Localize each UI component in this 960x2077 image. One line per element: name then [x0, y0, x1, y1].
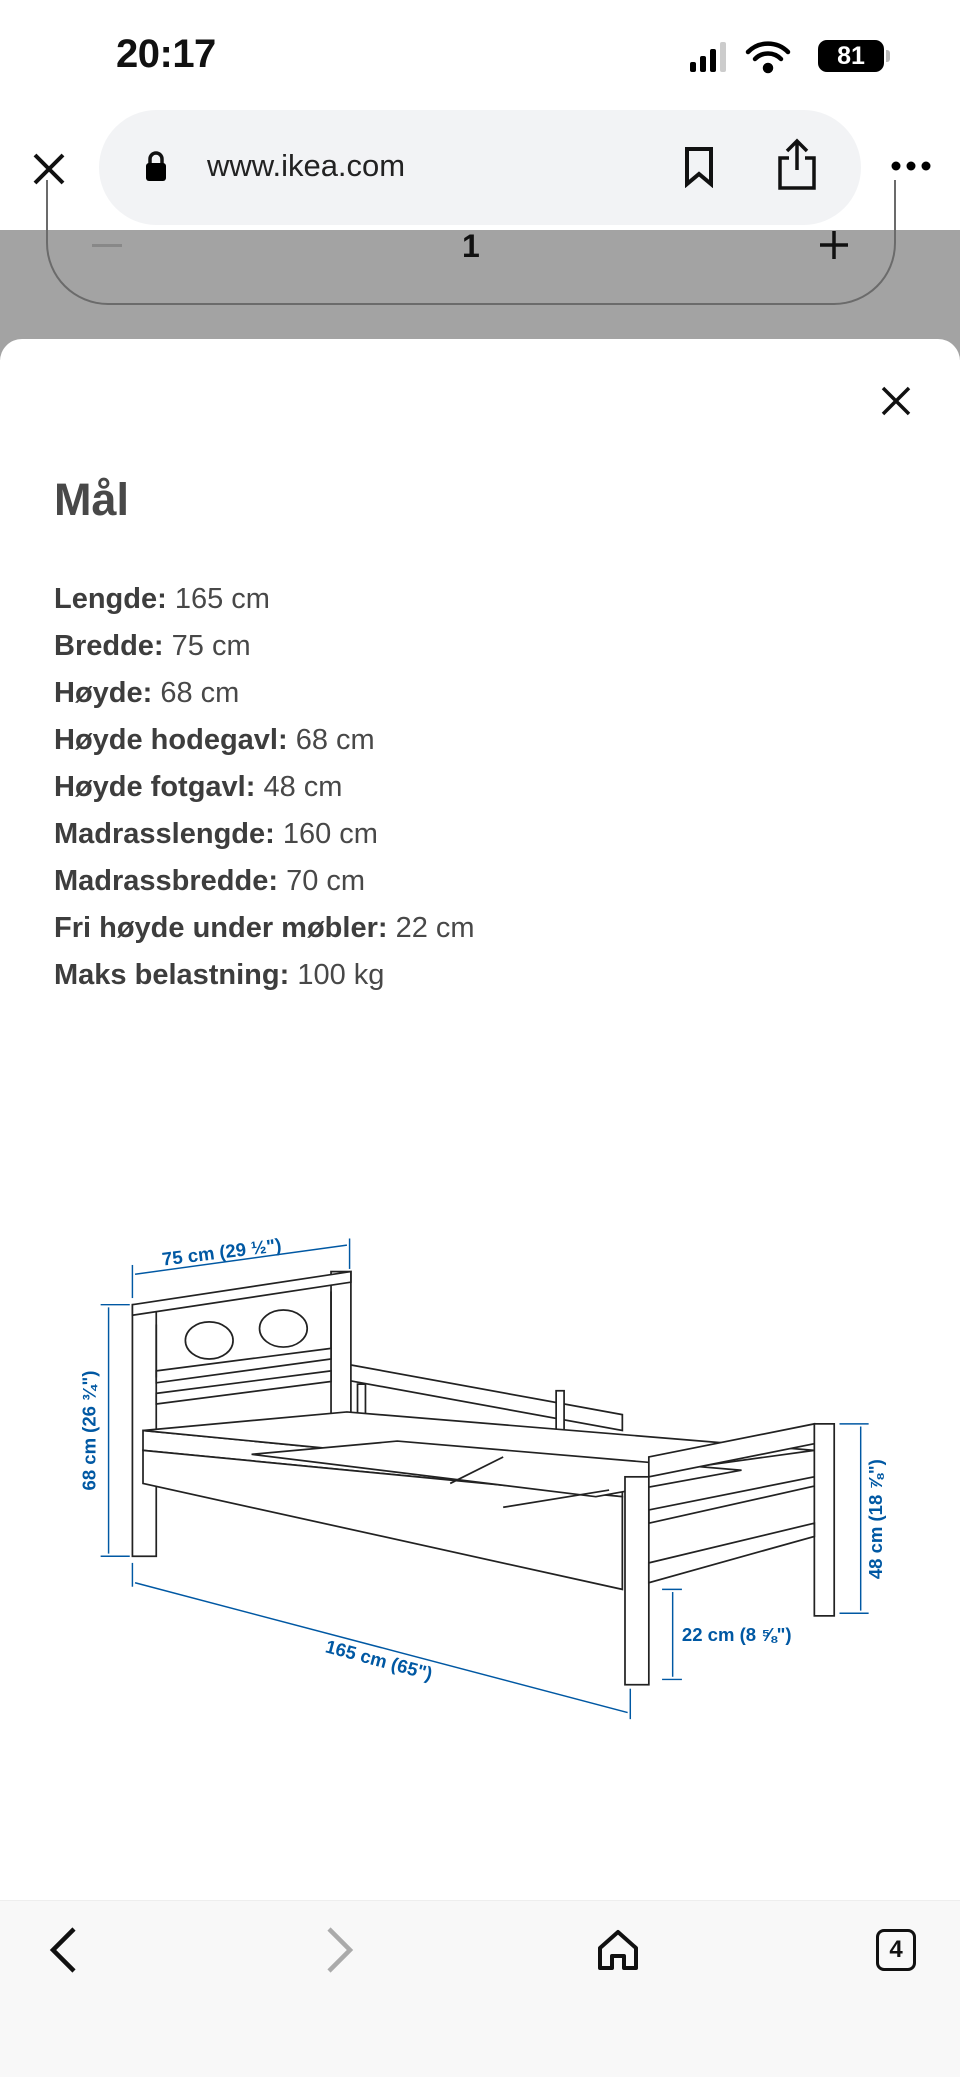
browser-toolbar — [0, 1900, 960, 2077]
back-button[interactable] — [48, 1926, 78, 1974]
spec-row — [54, 905, 475, 952]
lock-icon — [144, 150, 168, 182]
status-time: 20:17 — [116, 32, 216, 76]
length-dimension-label: 165 cm (65") — [323, 1635, 435, 1685]
spec-label: Madrassbredde: — [54, 865, 279, 897]
tabs-button[interactable]: 4 — [876, 1929, 916, 1971]
url-text[interactable]: www.ikea.com — [207, 148, 406, 183]
width-dimension-label: 75 cm (29 ½") — [160, 1234, 283, 1270]
spec-value: 48 cm — [263, 771, 343, 803]
spec-label: Madrasslengde: — [54, 818, 275, 850]
spec-label: Maks belastning: — [54, 959, 290, 991]
signal-wifi-icons — [688, 40, 808, 74]
spec-label: Bredde: — [54, 630, 164, 662]
spec-row — [54, 623, 475, 670]
spec-value: 70 cm — [286, 865, 366, 897]
spec-value: 68 cm — [160, 677, 240, 709]
spec-label: Høyde: — [54, 677, 153, 709]
spec-label: Høyde hodegavl: — [54, 724, 288, 756]
forward-button[interactable] — [325, 1926, 355, 1974]
spec-value: 22 cm — [395, 912, 475, 944]
spec-label: Høyde fotgavl: — [54, 771, 256, 803]
close-sheet-button[interactable] — [881, 386, 911, 416]
spec-value: 75 cm — [171, 630, 251, 662]
decrease-quantity-button[interactable] — [92, 244, 122, 247]
spec-list — [54, 576, 475, 999]
signal-icon — [690, 42, 726, 72]
spec-label: Fri høyde under møbler: — [54, 912, 388, 944]
spec-row — [54, 811, 475, 858]
sheep-cutout-icon — [185, 1310, 307, 1359]
footboard-dimension-label: 48 cm (18 ⅞") — [864, 1459, 886, 1580]
home-button[interactable] — [596, 1928, 640, 1972]
clearance-dimension-label: 22 cm (8 ⅝") — [681, 1624, 792, 1646]
quantity-value: 1 — [462, 228, 480, 264]
spec-value: 160 cm — [282, 818, 378, 850]
spec-row — [54, 670, 475, 717]
bed-drawing — [132, 1272, 834, 1685]
spec-value: 68 cm — [295, 724, 375, 756]
spec-value: 100 kg — [297, 959, 385, 991]
wifi-icon — [748, 44, 788, 71]
spec-value: 165 cm — [174, 583, 270, 615]
bed-dimension-diagram — [0, 1200, 960, 1800]
spec-row — [54, 576, 475, 623]
increase-quantity-button[interactable] — [818, 229, 850, 261]
height-dimension-label: 68 cm (26 ¾") — [78, 1370, 100, 1491]
spec-row — [54, 952, 475, 999]
spec-row — [54, 764, 475, 811]
more-options-icon[interactable] — [890, 160, 932, 172]
battery-indicator: 81 — [818, 40, 884, 72]
sheet-title: Mål — [54, 474, 130, 525]
spec-row — [54, 717, 475, 764]
spec-row — [54, 858, 475, 905]
spec-label: Lengde: — [54, 583, 167, 615]
